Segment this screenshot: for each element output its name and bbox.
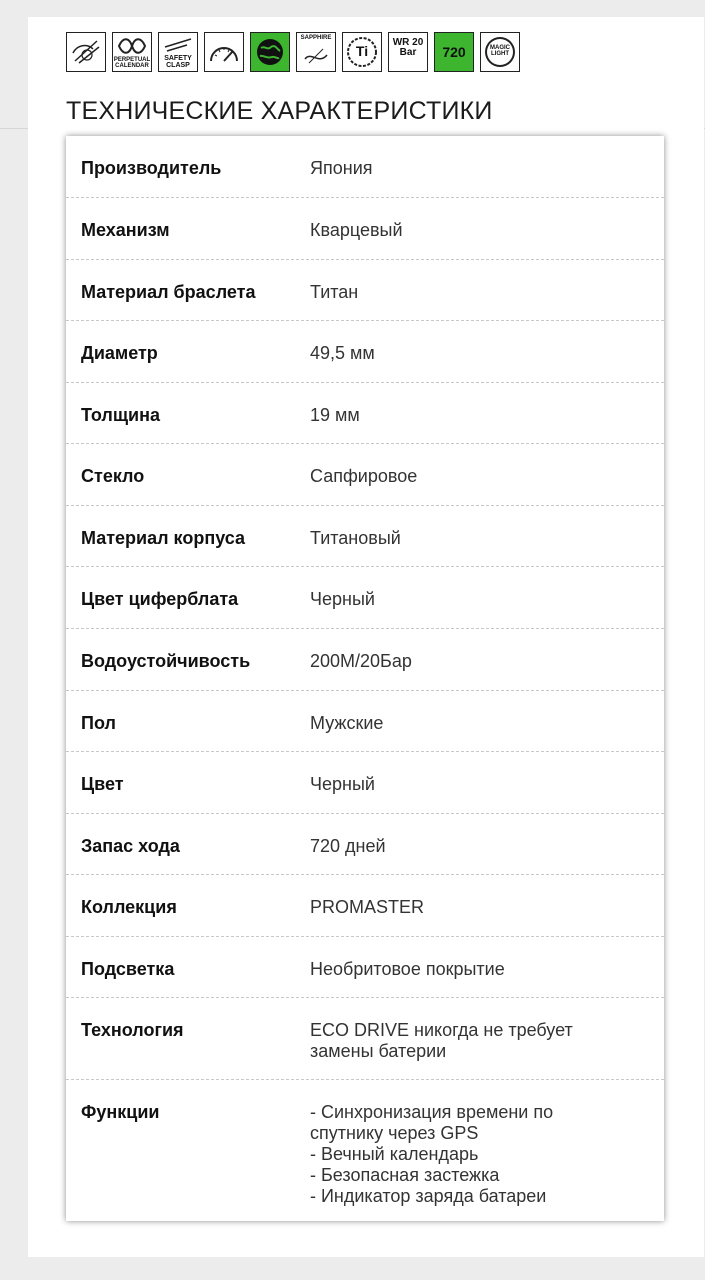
magic-light-icon [480, 32, 520, 72]
spec-value [310, 774, 664, 795]
spec-value [310, 589, 664, 610]
spec-label: Коллекция [81, 897, 177, 917]
perpetual-calendar-icon [112, 32, 152, 72]
spec-value-line: Необритовое покрытие [310, 959, 505, 979]
spec-label: Подсветка [81, 959, 175, 979]
magic-light-caption: MAGIC LIGHT [490, 45, 510, 57]
spec-value-line: 49,5 мм [310, 343, 375, 363]
spec-label: Толщина [81, 405, 160, 425]
spec-value [310, 528, 664, 549]
spec-value [310, 282, 664, 303]
spec-value-line: Япония [310, 158, 373, 178]
spec-value [310, 713, 664, 734]
spec-label: Водоустойчивость [81, 651, 251, 671]
spec-value [310, 1020, 664, 1062]
spec-value-line: ECO DRIVE никогда не требует [310, 1020, 573, 1040]
spec-value-line: 19 мм [310, 405, 360, 425]
spec-row [66, 506, 664, 567]
spec-label: Функции [81, 1102, 160, 1122]
spec-value-line: Титан [310, 282, 359, 302]
water-resistance-caption: WR 20 Bar [392, 37, 424, 58]
spec-value [310, 466, 664, 487]
spec-label: Производитель [81, 158, 222, 178]
water-resistance-icon [388, 32, 428, 72]
spec-value-line: - Индикатор заряда батареи [310, 1186, 547, 1206]
spec-label: Запас хода [81, 836, 180, 856]
spec-value-line: Мужские [310, 713, 384, 733]
gauge-icon [204, 32, 244, 72]
spec-value [310, 220, 664, 241]
spec-value-line: - Синхронизация времени по [310, 1102, 554, 1122]
specs-table [66, 136, 664, 1221]
spec-row [66, 444, 664, 506]
titanium-icon [342, 32, 382, 72]
spec-label: Материал корпуса [81, 528, 245, 548]
spec-label: Цвет циферблата [81, 589, 239, 609]
spec-label: Механизм [81, 220, 170, 240]
spec-value-line: Черный [310, 589, 375, 609]
spec-value-line: - Безопасная застежка [310, 1165, 500, 1185]
spec-row [66, 198, 664, 260]
power-reserve-icon [434, 32, 474, 72]
spec-row [66, 260, 664, 321]
spec-value-line: 200M/20Бар [310, 651, 412, 671]
perpetual-calendar-caption: PERPETUAL CALENDAR [113, 57, 151, 69]
spec-label: Технология [81, 1020, 184, 1040]
spec-value-line: Сапфировое [310, 466, 418, 486]
safety-clasp-caption: SAFETY CLASP [164, 55, 192, 69]
spec-row [66, 136, 664, 198]
spec-label: Пол [81, 713, 116, 733]
spec-value-line: Черный [310, 774, 375, 794]
spec-value-line: Кварцевый [310, 220, 403, 240]
spec-value [310, 158, 664, 179]
spec-value-line: спутнику через GPS [310, 1123, 479, 1143]
spec-value-line: - Вечный календарь [310, 1144, 479, 1164]
antimagnetic-icon [66, 32, 106, 72]
spec-row [66, 1080, 664, 1222]
spec-value [310, 1102, 664, 1207]
safety-clasp-icon [158, 32, 198, 72]
spec-row [66, 752, 664, 814]
spec-row [66, 383, 664, 444]
spec-value-line: PROMASTER [310, 897, 425, 917]
spec-value-line: 720 дней [310, 836, 386, 856]
spec-value [310, 959, 664, 980]
spec-value [310, 836, 664, 857]
spec-label: Диаметр [81, 343, 158, 363]
gps-globe-icon [250, 32, 290, 72]
spec-value-line: Титановый [310, 528, 401, 548]
spec-value [310, 343, 664, 364]
sapphire-caption: SAPPHIRE [300, 35, 332, 41]
page-title: ТЕХНИЧЕСКИЕ ХАРАКТЕРИСТИКИ [66, 97, 493, 125]
titanium-caption: Ti [355, 43, 369, 59]
spec-row [66, 321, 664, 383]
spec-row [66, 937, 664, 998]
spec-row [66, 629, 664, 691]
spec-row [66, 691, 664, 752]
spec-value [310, 897, 664, 918]
spec-value [310, 651, 664, 672]
spec-label: Материал браслета [81, 282, 256, 302]
spec-row [66, 998, 664, 1080]
spec-label: Стекло [81, 466, 145, 486]
feature-icons [66, 32, 520, 74]
power-reserve-caption: 720 [442, 44, 466, 60]
spec-value [310, 405, 664, 426]
spec-value-line: замены батерии [310, 1041, 447, 1061]
spec-row [66, 814, 664, 875]
sapphire-icon [296, 32, 336, 72]
spec-label: Цвет [81, 774, 124, 794]
spec-row [66, 875, 664, 937]
spec-row [66, 567, 664, 629]
